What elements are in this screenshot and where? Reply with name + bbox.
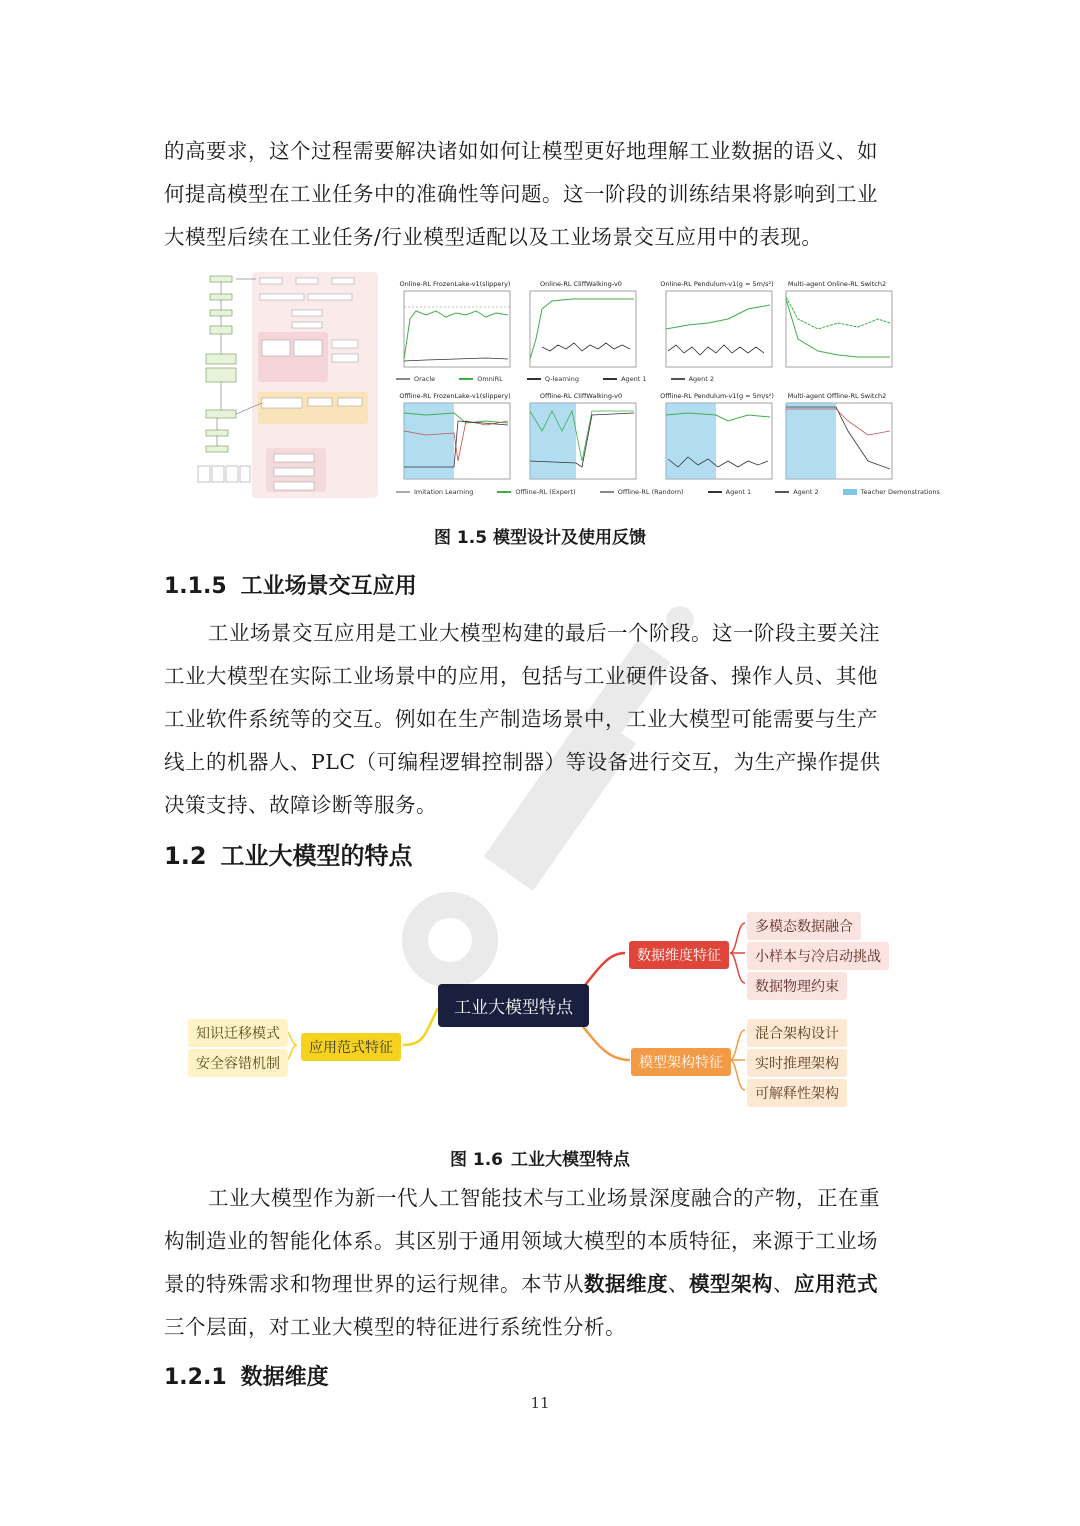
text-line: 线上的机器人、PLC（可编程逻辑控制器）等设备进行交互，为生产操作提供: [164, 750, 881, 774]
section-heading-1-1-5: [164, 569, 417, 600]
plot-title: Online-RL FrozenLake-v1(slippery): [399, 280, 511, 288]
leaf-multimodal-fusion: 多模态数据融合: [747, 912, 861, 940]
plot-title: Multi-agent Online-RL Switch2: [787, 280, 887, 288]
legend-item: OmniRL: [459, 375, 503, 383]
text-line: 何提高模型在工业任务中的准确性等问题。这一阶段的训练结果将影响到工业: [164, 182, 878, 206]
plot-multiagent-offline-switch2: [778, 392, 896, 494]
plot-offline-pendulum: [658, 392, 776, 494]
plot-title: Offline-RL FrozenLake-v1(slippery): [399, 392, 511, 400]
legend-item: Offline-RL (Expert): [497, 488, 575, 496]
plot-title: Offline-RL CliffWalking-v0: [539, 392, 623, 400]
section-title: 数据维度: [240, 1365, 329, 1390]
paragraph-2: [164, 612, 916, 827]
leaf-safety-fault-tolerance: 安全容错机制: [188, 1049, 288, 1077]
branch-model-architecture: 模型架构特征: [631, 1048, 731, 1076]
text-line: 工业场景交互应用是工业大模型构建的最后一个阶段。这一阶段主要关注: [208, 621, 880, 645]
text-line: 大模型后续在工业任务/行业模型适配以及工业场景交互应用中的表现。: [164, 225, 823, 249]
figure-1-6-mindmap: [185, 905, 895, 1110]
legend-item: Agent 2: [775, 488, 818, 496]
plot-online-frozenlake: [396, 280, 514, 382]
legend-item: Offline-RL (Random): [600, 488, 684, 496]
figure-1-6-caption: [0, 1145, 1080, 1170]
mindmap-center-node: 工业大模型特点: [438, 984, 589, 1027]
plot-title: Online-RL CliffWalking-v0: [540, 280, 622, 288]
text-line: 工业软件系统等的交互。例如在生产制造场景中，工业大模型可能需要与生产: [164, 707, 878, 731]
text-line: 的高要求，这个过程需要解决诸如如何让模型更好地理解工业数据的语义、如: [164, 139, 878, 163]
text-run: 、: [668, 1272, 689, 1296]
plot-title: Offline-RL Pendulum-v1(g = 5m/s²): [660, 392, 774, 400]
text-run: 景的特殊需求和物理世界的运行规律。本节从: [164, 1272, 584, 1296]
plot-online-cliffwalking: [522, 280, 640, 382]
section-title: 工业大模型的特点: [220, 842, 413, 870]
plot-online-pendulum: [658, 280, 776, 382]
text-line: 工业大模型作为新一代人工智能技术与工业场景深度融合的产物，正在重: [208, 1186, 880, 1210]
leaf-few-shot-cold-start: 小样本与冷启动挑战: [747, 942, 889, 970]
caption-number: 图 1.6: [449, 1150, 504, 1170]
text-line: 工业大模型在实际工业场景中的应用，包括与工业硬件设备、操作人员、其他: [164, 664, 878, 688]
paragraph-1: [164, 130, 916, 259]
legend-item: Agent 1: [708, 488, 751, 496]
leaf-hybrid-architecture: 混合架构设计: [747, 1019, 847, 1047]
section-number: 1.2.1: [164, 1365, 227, 1390]
section-number: 1.1.5: [164, 574, 227, 599]
text-run: 、: [773, 1272, 794, 1296]
figure-1-5-caption: 图 1.5 模型设计及使用反馈: [434, 528, 646, 548]
plot-title: Multi-agent Offline-RL Switch2: [787, 392, 887, 400]
architecture-diagram: [196, 270, 382, 502]
figure-1-5: [196, 270, 940, 506]
legend-item: Teacher Demonstrations: [843, 488, 940, 496]
section-heading-1-2-1: [164, 1360, 329, 1391]
branch-application-paradigm: 应用范式特征: [301, 1033, 401, 1061]
paragraph-3: [164, 1177, 916, 1349]
leaf-realtime-inference: 实时推理架构: [747, 1049, 847, 1077]
legend-item: Agent 1: [603, 375, 646, 383]
caption-text: 工业大模型特点: [511, 1150, 631, 1170]
section-heading-1-2: [164, 836, 413, 871]
text-line: 构制造业的智能化体系。其区别于通用领域大模型的本质特征，来源于工业场: [164, 1229, 878, 1253]
legend-item: Imitation Learning: [396, 488, 473, 496]
legend-offline: [396, 488, 940, 496]
legend-online: [396, 375, 896, 383]
branch-data-dimension: 数据维度特征: [629, 941, 729, 969]
bold-term: 模型架构: [689, 1272, 773, 1296]
legend-item: Q-learning: [527, 375, 579, 383]
plot-offline-cliffwalking: [522, 392, 640, 494]
text-line: 三个层面，对工业大模型的特征进行系统性分析。: [164, 1315, 626, 1339]
leaf-explainable-architecture: 可解释性架构: [747, 1079, 847, 1107]
plot-offline-frozenlake: [396, 392, 514, 494]
text-line: [164, 1263, 916, 1306]
bold-term: 应用范式: [794, 1272, 878, 1296]
bold-term: 数据维度: [584, 1272, 668, 1296]
leaf-knowledge-transfer: 知识迁移模式: [188, 1019, 288, 1047]
page-number: 11: [530, 1394, 550, 1412]
leaf-physical-constraints: 数据物理约束: [747, 972, 847, 1000]
plot-title: Online-RL Pendulum-v1(g = 5m/s²): [660, 280, 774, 288]
section-number: 1.2: [164, 842, 207, 870]
legend-item: Agent 2: [671, 375, 714, 383]
plot-multiagent-online-switch2: [778, 280, 896, 382]
text-line: 决策支持、故障诊断等服务。: [164, 793, 437, 817]
section-title: 工业场景交互应用: [240, 574, 417, 599]
legend-item: Oracle: [396, 375, 435, 383]
